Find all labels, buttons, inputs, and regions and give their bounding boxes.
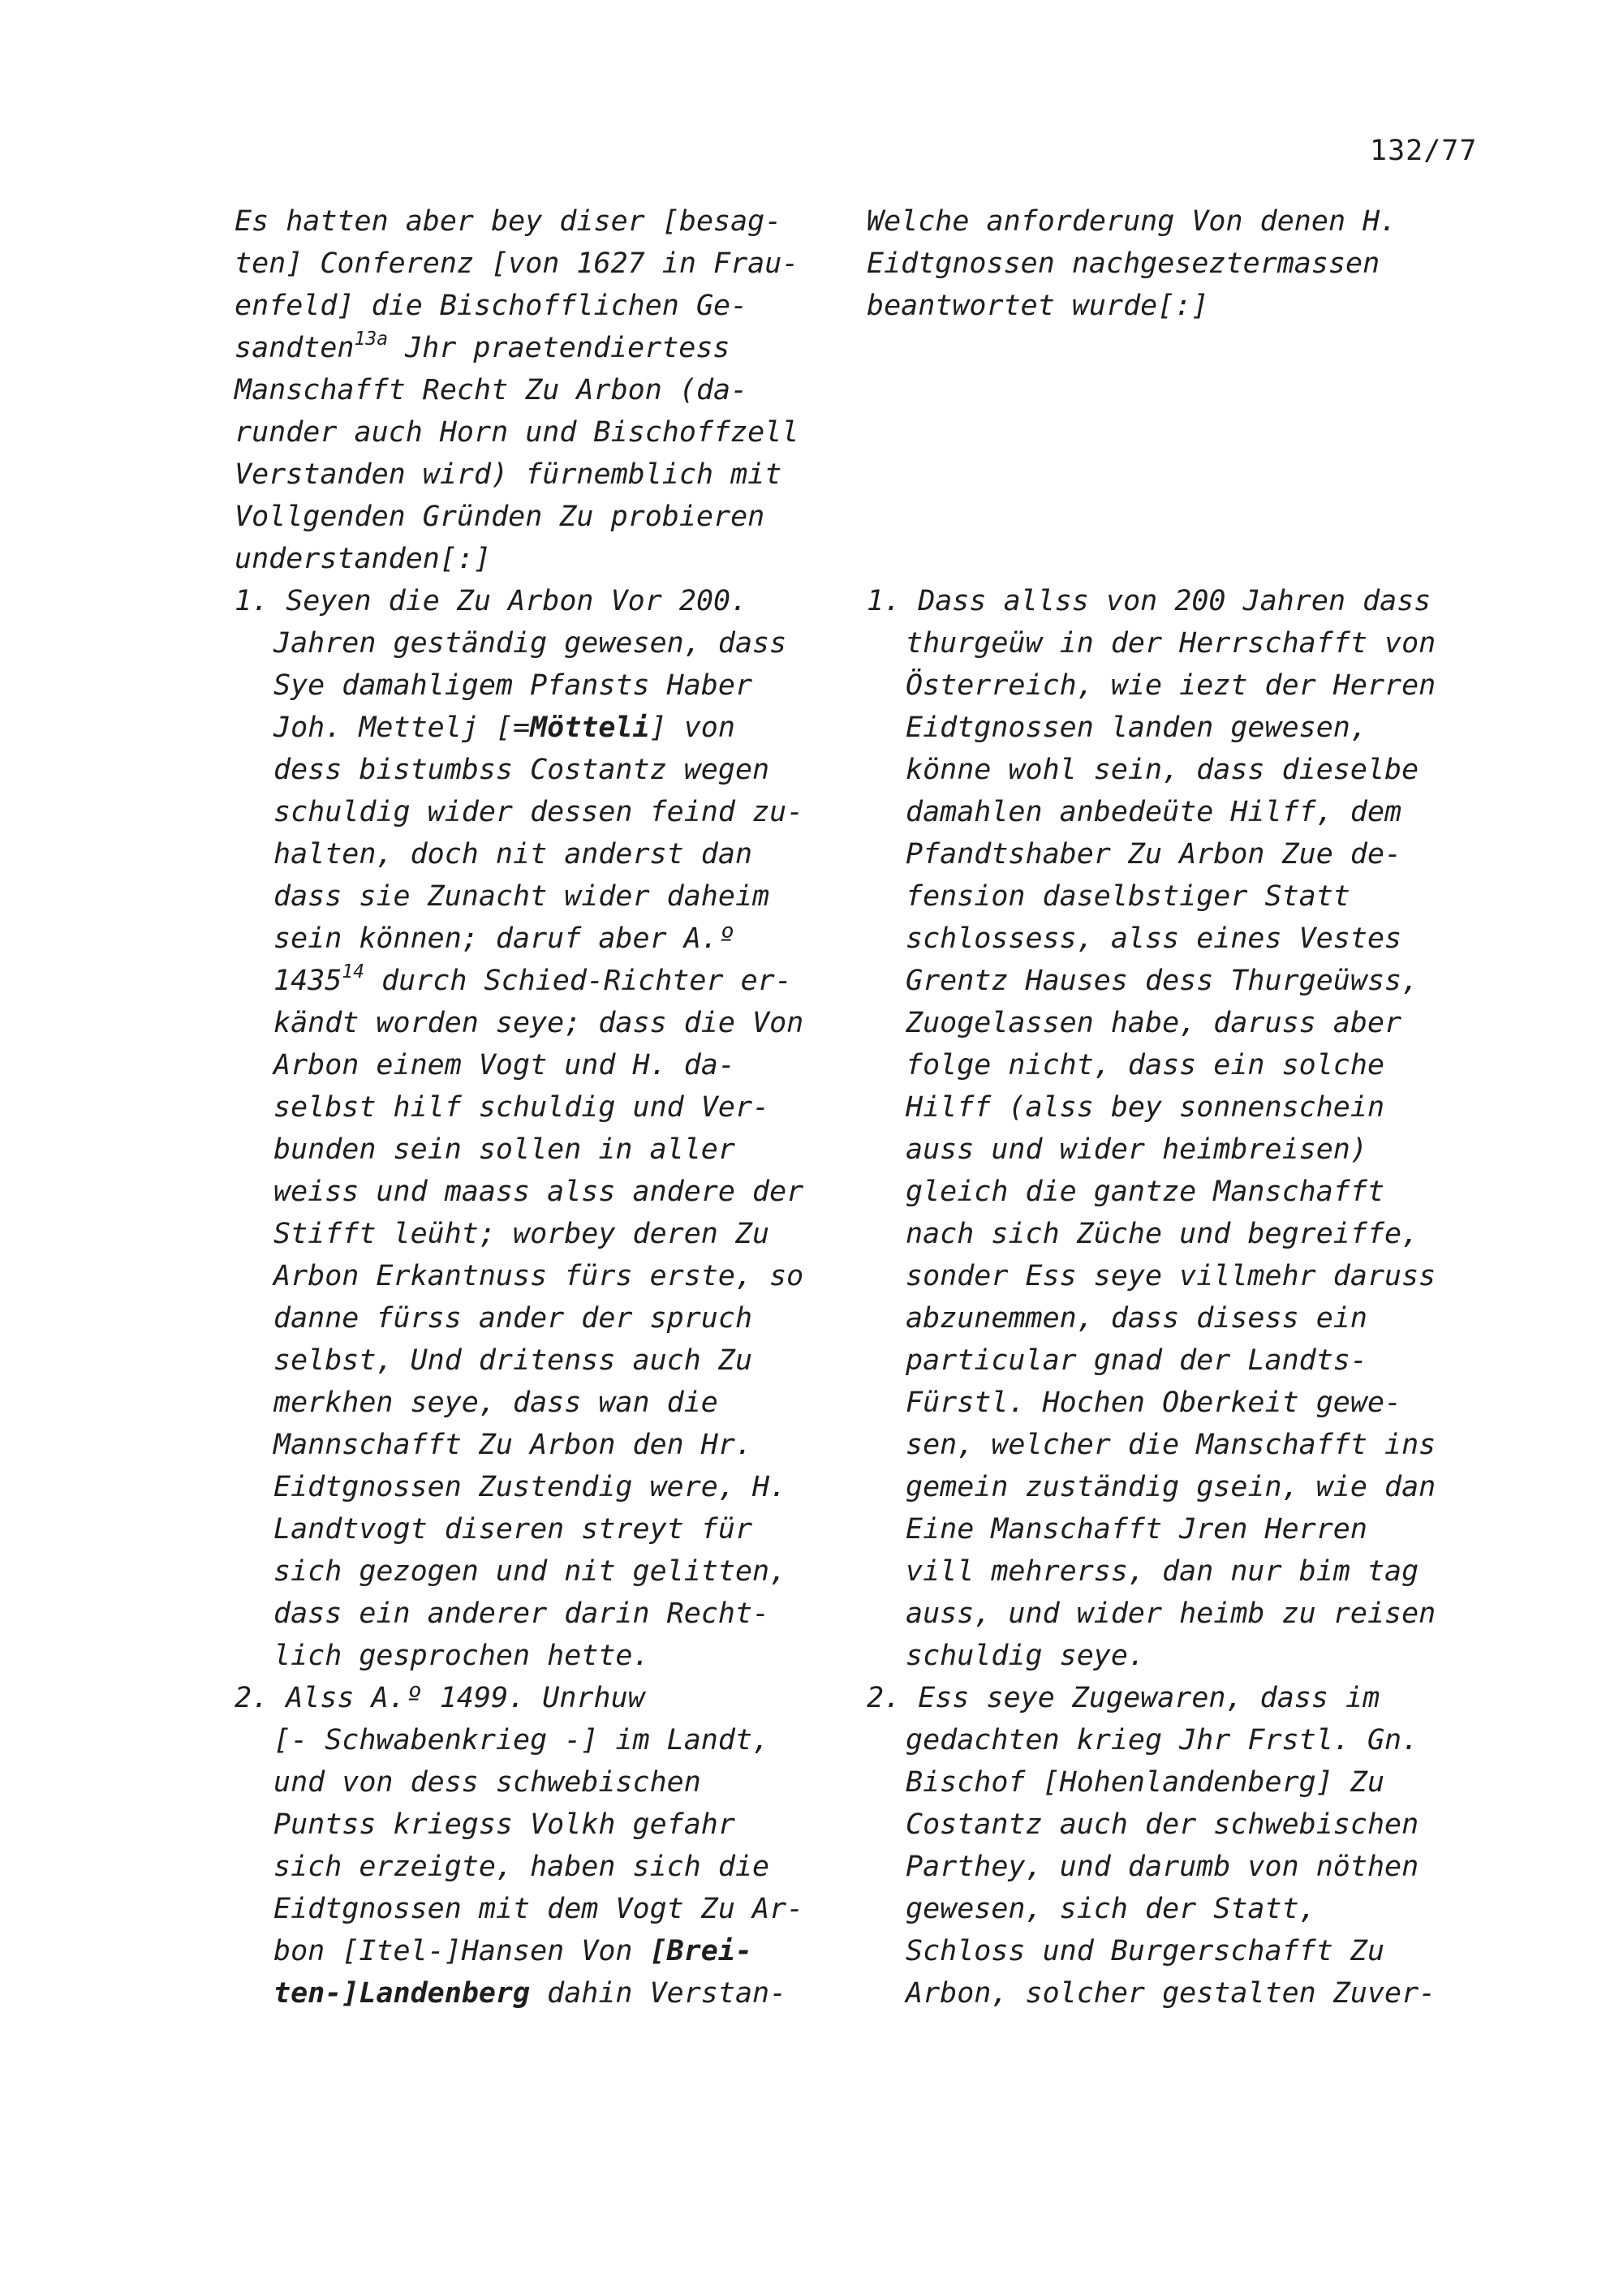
text-line xyxy=(235,411,859,454)
text-segment: particular gnad der Landts- xyxy=(906,1344,1367,1377)
footnote-marker: 13a xyxy=(354,329,389,350)
text-segment: runder auch Horn und Bischoffzell xyxy=(235,416,799,449)
text-line xyxy=(235,707,859,749)
text-segment: Schloss und Burgerschafft Zu xyxy=(906,1935,1385,1967)
text-segment: selbst, Und dritenss auch Zu xyxy=(273,1344,753,1377)
text-segment: Eidtgnossen landen gewesen, xyxy=(906,712,1367,744)
text-line xyxy=(235,454,859,496)
text-segment: [- Schwabenkrieg -] im Landt, xyxy=(273,1724,770,1756)
text-line xyxy=(235,833,859,875)
text-segment: Jhr praetendiertess xyxy=(388,332,730,364)
text-segment: beantwortet wurde[:] xyxy=(867,290,1209,322)
text-segment: enfeld] die Bischofflichen Ge- xyxy=(235,290,748,322)
text-segment: understanden[:] xyxy=(235,543,492,575)
text-segment: Eine Manschafft Jren Herren xyxy=(906,1513,1367,1546)
text-line xyxy=(867,622,1500,664)
text-segment: schlossess, alss eines Vestes xyxy=(906,922,1402,955)
text-segment: Parthey, und darumb von nöthen xyxy=(906,1851,1419,1883)
text-segment: durch Schied-Richter er- xyxy=(364,965,792,997)
bold-name: Mötteli xyxy=(530,712,650,744)
text-line xyxy=(235,1255,859,1297)
text-segment: selbst hilf schuldig und Ver- xyxy=(273,1091,770,1124)
text-line xyxy=(867,1930,1500,1972)
text-line xyxy=(867,1382,1500,1424)
text-segment: Eidtgnossen nachgeseztermassen xyxy=(867,247,1380,280)
text-segment: abzunemmen, dass disess ein xyxy=(906,1302,1367,1335)
right-item-2 xyxy=(867,1677,1500,2014)
text-segment: Welche anforderung Von denen H. xyxy=(867,205,1397,238)
text-line xyxy=(867,1086,1500,1129)
text-segment: 2. Alss A.º 1499. Unrhuw xyxy=(235,1682,645,1714)
left-item-1 xyxy=(235,580,859,1677)
text-line xyxy=(867,1297,1500,1339)
text-segment: dass ein anderer darin Recht- xyxy=(273,1597,770,1630)
text-segment: bon [Itel-]Hansen Von xyxy=(273,1935,650,1967)
text-segment: Sye damahligem Pfansts Haber xyxy=(273,669,753,702)
text-segment: Arbon einem Vogt und H. da- xyxy=(273,1049,735,1081)
text-line xyxy=(867,1593,1500,1635)
text-line xyxy=(235,1804,859,1846)
text-segment: gewesen, sich der Statt, xyxy=(906,1893,1316,1925)
text-line xyxy=(235,1846,859,1888)
text-segment: sonder Ess seye villmehr daruss xyxy=(906,1260,1436,1292)
text-line xyxy=(235,1593,859,1635)
text-segment: Jahren geständig gewesen, dass xyxy=(273,627,787,660)
text-segment: Fürstl. Hochen Oberkeit gewe- xyxy=(906,1387,1402,1419)
text-line xyxy=(235,960,859,1002)
text-line xyxy=(867,285,1500,327)
text-line xyxy=(867,1677,1500,1719)
left-item-2 xyxy=(235,1677,859,2014)
text-line xyxy=(867,1888,1500,1930)
text-line xyxy=(235,538,859,580)
text-segment: merkhen seye, dass wan die xyxy=(273,1387,718,1419)
text-line xyxy=(235,875,859,918)
text-segment: Zuogelassen habe, daruss aber xyxy=(906,1007,1402,1039)
text-line xyxy=(867,580,1500,622)
text-segment: dess bistumbss Costantz wegen xyxy=(273,754,770,786)
text-line xyxy=(235,1677,859,1719)
page-number: 132/77 xyxy=(1370,135,1478,167)
text-line xyxy=(867,1424,1500,1466)
text-segment: Hilff (alss bey sonnenschein xyxy=(906,1091,1385,1124)
text-line xyxy=(867,875,1500,918)
text-segment: vill mehrerss, dan nur bim tag xyxy=(906,1555,1419,1588)
text-line xyxy=(235,1930,859,1972)
text-segment: Costantz auch der schwebischen xyxy=(906,1808,1419,1841)
text-line xyxy=(867,1466,1500,1508)
text-line xyxy=(235,1297,859,1339)
text-line xyxy=(867,1804,1500,1846)
text-line xyxy=(235,1719,859,1761)
text-segment: Mannschafft Zu Arbon den Hr. xyxy=(273,1429,753,1461)
text-line xyxy=(867,1761,1500,1804)
text-segment: weiss und maass alss andere der xyxy=(273,1176,804,1208)
text-segment: 1435 xyxy=(273,965,342,997)
bold-name: [Brei- xyxy=(649,1935,753,1967)
text-segment: schuldig seye. xyxy=(906,1640,1146,1672)
text-segment: gleich die gantze Manschafft xyxy=(906,1176,1385,1208)
text-segment: sich erzeigte, haben sich die xyxy=(273,1851,770,1883)
text-segment: Österreich, wie iezt der Herren xyxy=(906,669,1436,702)
text-segment: Joh. Mettelj [= xyxy=(273,712,531,744)
text-segment: Verstanden wird) fürnemblich mit xyxy=(235,458,782,491)
right-item-1 xyxy=(867,580,1500,1677)
footnote-marker: 14 xyxy=(342,961,364,983)
text-segment: thurgeüw in der Herrschafft von xyxy=(906,627,1436,660)
text-segment: dahin Verstan- xyxy=(530,1977,787,2010)
right-column xyxy=(867,200,1500,2014)
text-line xyxy=(235,1550,859,1593)
text-line xyxy=(235,918,859,960)
text-segment: und von dess schwebischen xyxy=(273,1766,701,1799)
bold-name: ten-]Landenberg xyxy=(273,1977,531,2010)
text-line xyxy=(867,1129,1500,1171)
text-segment: damahlen anbedeüte Hilff, dem xyxy=(906,796,1402,828)
text-line xyxy=(867,1719,1500,1761)
text-segment: bunden sein sollen in aller xyxy=(273,1133,735,1166)
text-line xyxy=(867,243,1500,285)
text-line xyxy=(867,1171,1500,1213)
text-line xyxy=(235,791,859,833)
text-line xyxy=(235,1002,859,1044)
text-line xyxy=(867,1846,1500,1888)
text-line xyxy=(235,369,859,411)
text-segment: gedachten krieg Jhr Frstl. Gn. xyxy=(906,1724,1419,1756)
text-line xyxy=(235,1424,859,1466)
text-line xyxy=(235,580,859,622)
text-line xyxy=(235,327,859,369)
text-line xyxy=(235,1888,859,1930)
text-line xyxy=(867,1044,1500,1086)
text-line xyxy=(867,1550,1500,1593)
text-segment: 2. Ess seye Zugewaren, dass im xyxy=(867,1682,1380,1714)
text-line xyxy=(867,1213,1500,1255)
text-line xyxy=(867,664,1500,707)
text-line xyxy=(235,200,859,243)
text-segment: Stifft leüht; worbey deren Zu xyxy=(273,1218,770,1250)
text-segment: Arbon Erkantnuss fürs erste, so xyxy=(273,1260,804,1292)
text-line xyxy=(867,200,1500,243)
text-line xyxy=(235,1972,859,2014)
text-line xyxy=(867,749,1500,791)
left-column xyxy=(235,200,859,2014)
text-segment: kändt worden seye; dass die Von xyxy=(273,1007,804,1039)
text-segment: auss, und wider heimb zu reisen xyxy=(906,1597,1436,1630)
text-segment: Grentz Hauses dess Thurgeüwss, xyxy=(906,965,1419,997)
text-line xyxy=(867,1339,1500,1382)
text-segment: könne wohl sein, dass dieselbe xyxy=(906,754,1419,786)
text-segment: nach sich Züche und begreiffe, xyxy=(906,1218,1419,1250)
text-line xyxy=(235,1044,859,1086)
text-segment: sich gezogen und nit gelitten, xyxy=(273,1555,787,1588)
left-intro-paragraph xyxy=(235,200,859,580)
text-segment: Eidtgnossen Zustendig were, H. xyxy=(273,1471,787,1503)
text-line xyxy=(235,1761,859,1804)
text-line xyxy=(867,918,1500,960)
text-line xyxy=(235,664,859,707)
text-segment: danne fürss ander der spruch xyxy=(273,1302,753,1335)
text-line xyxy=(235,1635,859,1677)
text-segment: folge nicht, dass ein solche xyxy=(906,1049,1385,1081)
text-line xyxy=(235,622,859,664)
text-line xyxy=(235,1466,859,1508)
text-line xyxy=(235,1339,859,1382)
text-line xyxy=(867,1002,1500,1044)
text-line xyxy=(235,243,859,285)
text-line xyxy=(867,1508,1500,1550)
text-line xyxy=(235,285,859,327)
text-segment: schuldig wider dessen feind zu- xyxy=(273,796,804,828)
text-line xyxy=(867,1972,1500,2014)
text-line xyxy=(235,1129,859,1171)
text-segment: sandten xyxy=(235,332,355,364)
text-segment: sen, welcher die Manschafft ins xyxy=(906,1429,1436,1461)
text-segment: Arbon, solcher gestalten Zuver- xyxy=(906,1977,1436,2010)
text-line xyxy=(867,960,1500,1002)
text-segment: fension daselbstiger Statt xyxy=(906,880,1350,913)
text-segment: sein können; daruf aber A.º xyxy=(273,922,735,955)
text-line xyxy=(235,749,859,791)
right-spacer xyxy=(867,327,1500,580)
text-segment: dass sie Zunacht wider daheim xyxy=(273,880,770,913)
text-segment: Es hatten aber bey diser [besag- xyxy=(235,205,782,238)
text-segment: 1. Dass allss von 200 Jahren dass xyxy=(867,585,1431,617)
text-segment: auss und wider heimbreisen) xyxy=(906,1133,1367,1166)
text-line xyxy=(235,1382,859,1424)
text-segment: Manschafft Recht Zu Arbon (da- xyxy=(235,374,748,406)
text-segment: 1. Seyen die Zu Arbon Vor 200. xyxy=(235,585,748,617)
text-line xyxy=(235,496,859,538)
text-segment: lich gesprochen hette. xyxy=(273,1640,650,1672)
text-line xyxy=(867,1255,1500,1297)
text-segment: halten, doch nit anderst dan xyxy=(273,838,753,871)
text-segment: Landtvogt diseren streyt für xyxy=(273,1513,753,1546)
text-segment: Bischof [Hohenlandenberg] Zu xyxy=(906,1766,1385,1799)
text-line xyxy=(235,1213,859,1255)
text-segment: Vollgenden Gründen Zu probieren xyxy=(235,501,765,533)
text-line xyxy=(867,833,1500,875)
text-segment: Pfandtshaber Zu Arbon Zue de- xyxy=(906,838,1402,871)
text-segment: Eidtgnossen mit dem Vogt Zu Ar- xyxy=(273,1893,804,1925)
text-line xyxy=(867,1635,1500,1677)
text-line xyxy=(867,791,1500,833)
text-segment: Puntss kriegss Volkh gefahr xyxy=(273,1808,735,1841)
text-segment: ten] Conferenz [von 1627 in Frau- xyxy=(235,247,799,280)
text-line xyxy=(235,1171,859,1213)
text-segment: gemein zuständig gsein, wie dan xyxy=(906,1471,1436,1503)
text-line xyxy=(235,1508,859,1550)
text-segment: ] von xyxy=(649,712,735,744)
text-line xyxy=(867,707,1500,749)
right-intro-paragraph xyxy=(867,200,1500,327)
text-line xyxy=(235,1086,859,1129)
